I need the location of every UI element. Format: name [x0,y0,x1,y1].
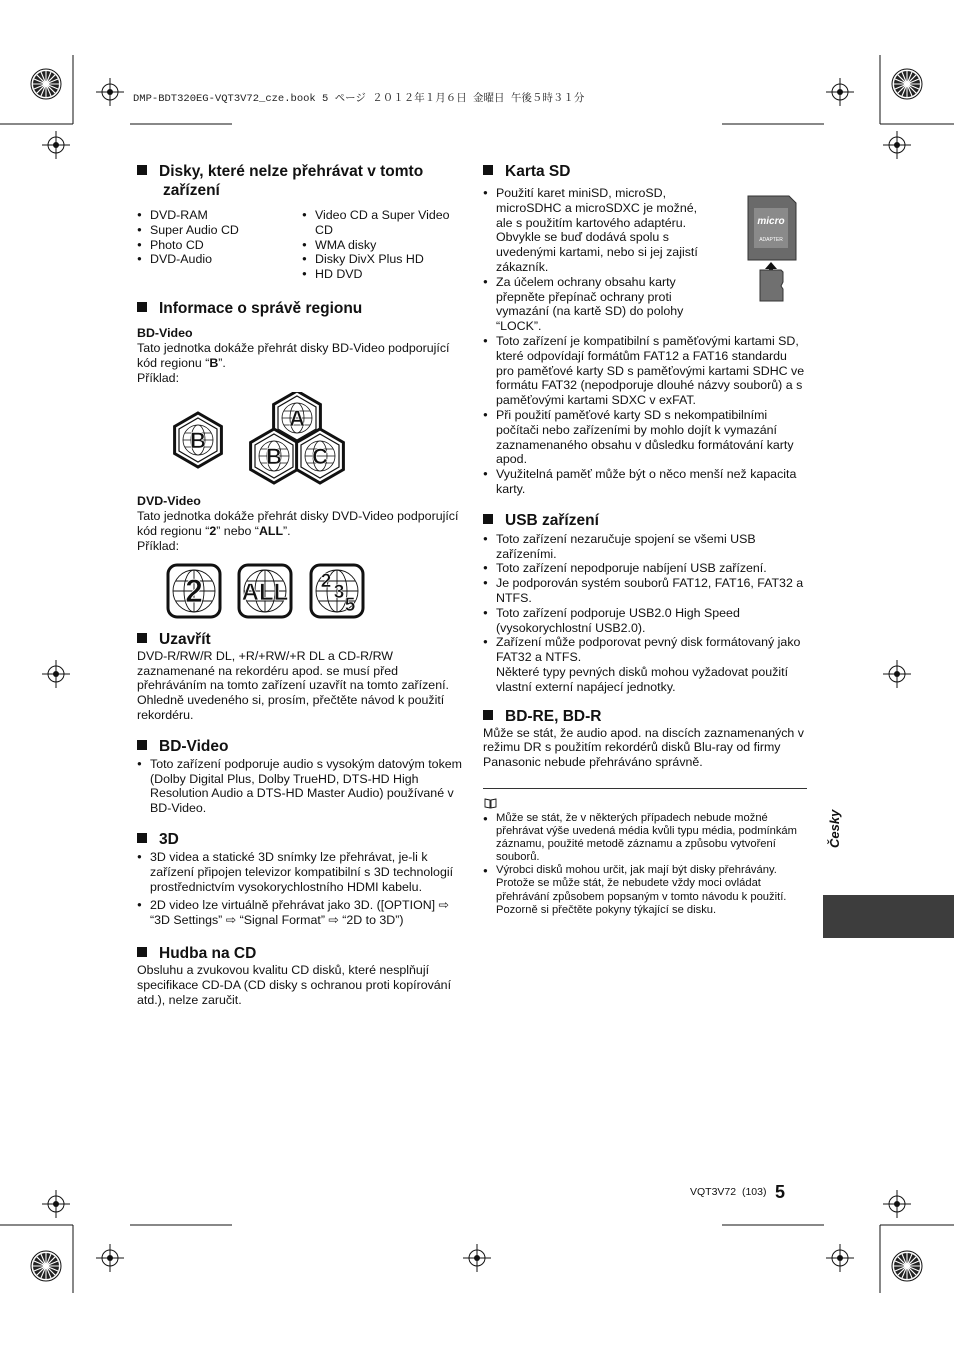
list-item: ● Toto zařízení podporuje audio s vysokým datovým tokem (Dolby Digital Plus, Dolby TrueHD, DTS-HD High Resolution Audio a DTS-HD Master Audio) používané v BD-Video. [137,757,462,816]
region-multi-icon [311,565,363,617]
list-item: ● DVD-Audio [137,252,302,267]
list-item: ● Při použití paměťové karty SD s nekompatibilními počítači nebo zařízeními by mohlo dojít k vymazání zaznamenaného obsahu v důsledku formátování karty apod. [483,408,808,467]
language-label: Česky [827,809,842,848]
list-item: ● Za účelem ochrany obsahu karty přepněte přepínač ochrany proti vymazání (na kartě SD) do polohy “LOCK”. [483,275,714,334]
list-item: ● 3D videa a statické 3D snímky lze přehrávat, je-li k zařízení připojen televizor kompatibilní s 3D technologií prostřednictvím vysokorychlostního HDMI kabelu. [137,850,462,894]
dvd-region-text: Tato jednotka dokáže přehrát disky DVD-Video podporující kód regionu “2” nebo “ALL”. [137,509,459,539]
finalize-text: DVD-R/RW/R DL, +R/+RW/+R DL a CD-R/RW zaznamenané na rekordéru apod. se musí před přehráváním na tomto zařízení uzavřít na tomto zařízení. Ohledně uvedeného si, prosím, přečtěte návod k použití rekordéru. [137,648,449,722]
bd-video-list [137,757,462,816]
region-abc-icon [251,392,344,483]
list-item: ● Je podporován systém souborů FAT12, FAT16, FAT32 a NTFS. [483,576,808,606]
3d-list [137,850,462,928]
list-item: ● Toto zařízení nepodporuje nabíjení USB zařízení. [483,561,808,576]
list-item: ● Toto zařízení podporuje USB2.0 High Speed (vysokorychlostní USB2.0). [483,606,808,636]
music-cd-text: Obsluhu a zvukovou kvalitu CD disků, které nesplňují specifikace CD-DA (CD disky s ochranou proti kopírování atd.), nelze zaručit. [137,962,452,1007]
heading-sd-card: Karta SD [483,162,808,181]
list-item: ● Použití karet miniSD, microSD, microSDHC a microSDXC je možné, ale s použitím kartového adaptéru. Obvykle se buď dodává spolu s uvedenými kartami, nebo si jej zajistí zákazník. [483,186,714,275]
list-item: ● WMA disky [302,238,462,253]
heading-unplayable-discs: Disky, které nelze přehrávat v tomto zařízení [137,162,462,200]
list-item: ● HD DVD [302,267,462,282]
list-item: ● Toto zařízení je kompatibilní s paměťovými kartami SD, které odpovídají formátům FAT12 a FAT16 standardu pro paměťové karty SD s paměťovými kartami SDHC ve formátu FAT32 (nepodporuje dlouhé názvy souborů) a s paměťovými kartami SDXC v exFAT. [483,334,808,408]
list-item: ● Využitelná paměť může být o něco menší než kapacita karty. [483,467,808,497]
region-2-icon [168,565,220,617]
heading-finalize: Uzavřít [137,630,462,649]
microsd-adapter-image [745,194,797,304]
unplayable-disc-lists [137,208,462,282]
usb-list [483,532,808,665]
list-item: ● Zařízení může podporovat pevný disk formátovaný jako FAT32 a NTFS. [483,635,808,665]
bd-region-icons [137,392,462,492]
heading-usb: USB zařízení [483,511,808,530]
svg-text:3: 3 [333,581,345,603]
list-item: ● Toto zařízení nezaručuje spojení se všemi USB zařízeními. [483,532,808,562]
svg-text:B: B [190,428,206,454]
bd-region-text: Tato jednotka dokáže přehrát disky BD-Video podporující kód regionu “B”. [137,340,450,370]
heading-3d: 3D [137,830,462,849]
heading-region-management: Informace o správě regionu [137,299,462,318]
heading-bd-video: BD-Video [137,737,462,756]
region-b-icon [175,413,222,467]
language-side-tab [823,895,954,938]
example-label: Příklad: [137,370,180,385]
list-item: ● Photo CD [137,238,302,253]
print-header: DMP-BDT320EG-VQT3V72_cze.book 5 ページ ２０１２年１月６日 金曜日 午後５時３１分 [133,93,585,105]
svg-text:5: 5 [344,594,356,616]
footer-code: VQT3V72 (103) [690,1186,767,1198]
heading-bd-re: BD-RE, BD-R [483,707,808,726]
list-item: ● 2D video lze virtuálně přehrávat jako 3D. ([OPTION] ⇨ “3D Settings” ⇨ “Signal Format” ⇨ “2D to 3D”) [137,898,462,928]
svg-text:2: 2 [320,570,332,592]
svg-text:B: B [266,444,282,470]
note-book-icon [484,798,497,809]
list-item: ● DVD-RAM [137,208,302,223]
svg-text:ALL: ALL [241,578,289,606]
unplayable-list-1 [137,208,302,282]
divider [483,788,807,789]
list-item: ● Video CD a Super Video CD [302,208,462,238]
svg-text:C: C [312,444,328,470]
list-item: ● Může se stát, že v některých případech nebude možné přehrávat výše uvedená média kvůli typu média, podmínkám záznamu, použité metodě záznamu a způsobu vytvoření souborů. [483,812,805,864]
bd-re-text: Může se stát, že audio apod. na discích zaznamenaných v režimu DR s použitím rekordérů disků Blu-ray od firmy Panasonic nebude přehráváno správně. [483,725,804,770]
page-number: 5 [775,1182,786,1202]
svg-text:2: 2 [185,572,203,609]
svg-text:ADAPTER: ADAPTER [759,237,783,243]
note-list [483,812,805,917]
example-label: Příklad: [137,538,180,553]
usb-extra-text: Některé typy pevných disků mohou vyžadovat použití vlastní externí napájecí jednotky. [496,664,789,694]
unplayable-list-2 [302,208,462,282]
svg-text:micro: micro [757,216,785,227]
region-all-icon [239,565,291,617]
dvd-video-label: DVD-Video [137,494,201,509]
list-item: ● Disky DivX Plus HD [302,252,462,267]
list-item: ● Super Audio CD [137,223,302,238]
svg-text:A: A [289,406,305,432]
dvd-region-icons [137,560,462,622]
left-column [137,162,462,1007]
heading-music-cd: Hudba na CD [137,944,462,963]
bd-video-label: BD-Video [137,325,193,340]
list-item: ● Výrobci disků mohou určit, jak mají být disky přehrávány. Protože se může stát, že nebudete vždy moci ovládat přehrávání způsobem popsaným v tomto návodu k použití. Pozorně si přečtěte pokyny týkající se disku. [483,864,805,916]
